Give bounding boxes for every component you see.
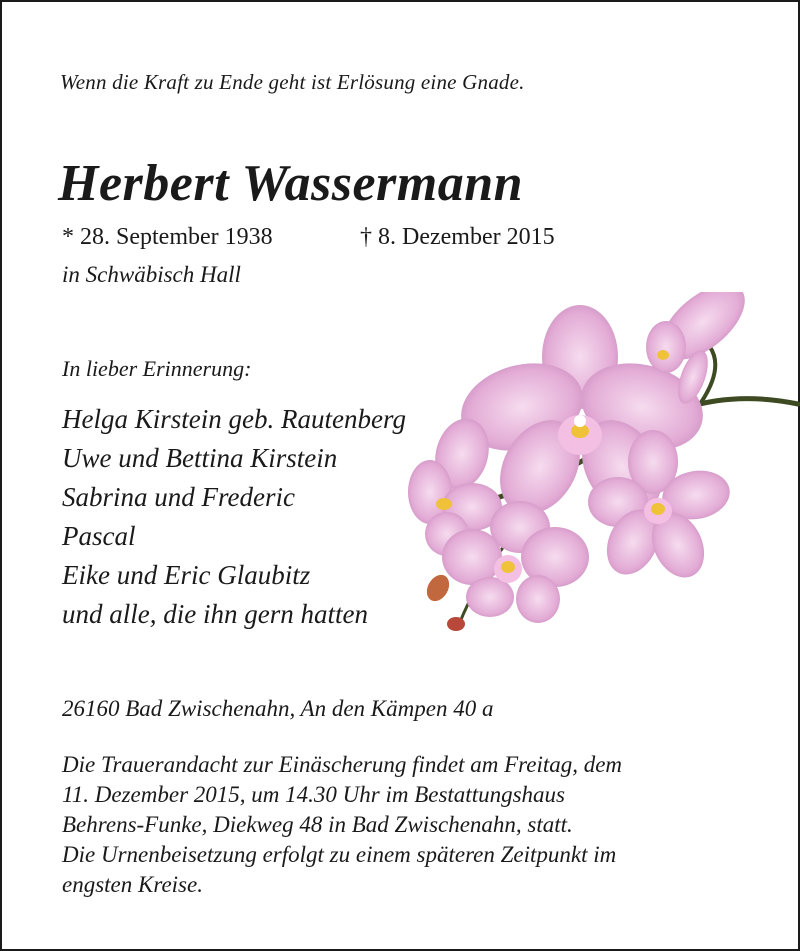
notice-line: Die Urnenbeisetzung erfolgt zu einem späteren Zeitpunkt im	[62, 842, 617, 867]
mourner-item: Uwe und Bettina Kirstein	[62, 443, 338, 473]
address: 26160 Bad Zwischenahn, An den Kämpen 40 a	[62, 696, 494, 721]
birthplace: in Schwäbisch Hall	[62, 262, 241, 287]
mourner-item: Sabrina und Frederic	[62, 482, 295, 512]
motto: Wenn die Kraft zu Ende geht ist Erlösung eine Gnade.	[60, 70, 525, 94]
memory-heading: In lieber Erinnerung:	[62, 356, 252, 381]
notice-line: 11. Dezember 2015, um 14.30 Uhr im Bestattungshaus	[62, 782, 565, 807]
birth-date: * 28. September 1938	[62, 224, 273, 250]
orchid-image	[400, 292, 800, 642]
mourner-item: Pascal	[62, 521, 136, 551]
funeral-notice	[62, 750, 762, 900]
mourner-item: und alle, die ihn gern hatten	[62, 599, 368, 629]
mourner-item: Helga Kirstein geb. Rautenberg	[62, 404, 406, 434]
orchid-bud	[447, 617, 465, 631]
deceased-name: Herbert Wassermann	[58, 155, 524, 212]
notice-line: Die Trauerandacht zur Einäscherung findet am Freitag, dem	[62, 752, 623, 777]
notice-line: Behrens-Funke, Diekweg 48 in Bad Zwischenahn, statt.	[62, 812, 573, 837]
mourner-item: Eike und Eric Glaubitz	[62, 560, 311, 590]
notice-line: engsten Kreise.	[62, 872, 203, 897]
death-date: † 8. Dezember 2015	[360, 224, 555, 250]
orchid-bud	[422, 571, 453, 605]
mourners-list	[62, 400, 406, 634]
